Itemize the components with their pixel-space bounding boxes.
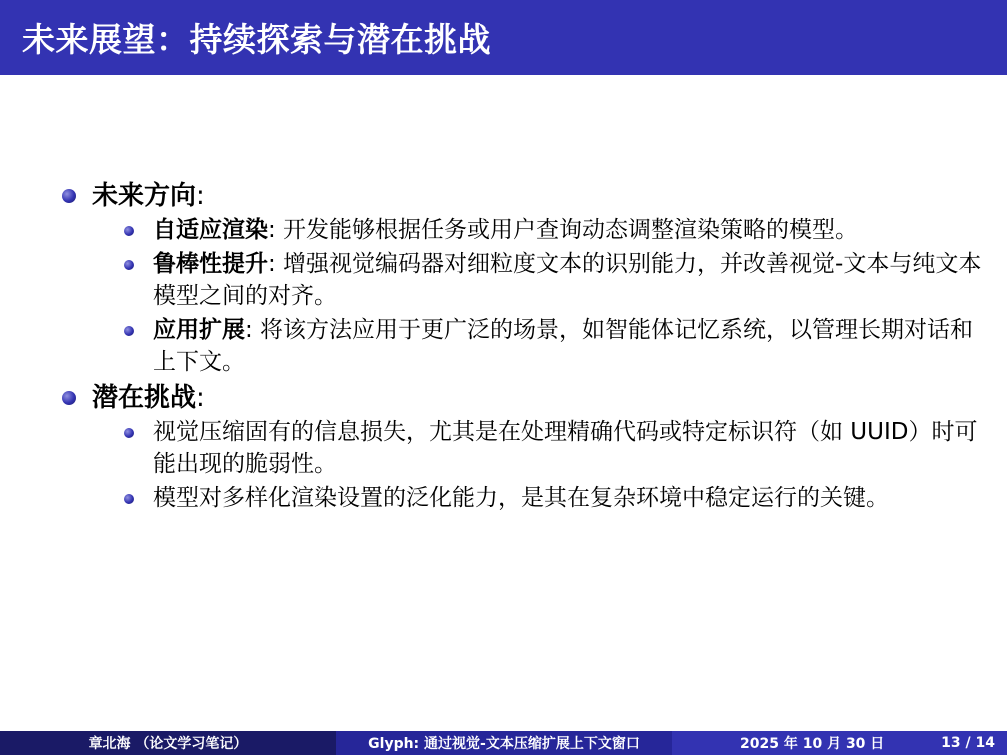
slide-title: 未来展望：持续探索与潜在挑战: [22, 20, 491, 59]
bullet-ball-icon: [124, 428, 134, 438]
footer-author: [0, 731, 336, 755]
section-heading: 未来方向: [92, 181, 197, 211]
section-potential-challenges: [62, 382, 982, 414]
item-text: : 增强视觉编码器对细粒度文本的识别能力，并改善视觉-文本与纯文本模型之间的对齐。: [153, 251, 982, 309]
item-head: 应用扩展: [153, 317, 245, 343]
potential-challenges-list: [122, 416, 982, 514]
list-item: [122, 214, 982, 246]
item-text: : 开发能够根据任务或用户查询动态调整渲染策略的模型。: [268, 217, 859, 243]
slide-content: [62, 176, 982, 516]
list-item: [122, 314, 982, 378]
item-text: 模型对多样化渲染设置的泛化能力，是其在复杂环境中稳定运行的关键。: [153, 485, 889, 511]
list-item: [122, 482, 982, 514]
footer-page-number: 13 / 14: [941, 735, 995, 751]
bullet-ball-icon: [124, 226, 134, 236]
slide-footer: [0, 731, 1007, 755]
footer-date: 2025 年 10 月 30 日: [740, 736, 885, 752]
bullet-ball-icon: [62, 189, 76, 203]
slide-title-bar: [0, 0, 1007, 75]
bullet-ball-icon: [124, 494, 134, 504]
item-text: 视觉压缩固有的信息损失，尤其是在处理精确代码或特定标识符（如 UUID）时可能出现的脆弱性。: [153, 419, 978, 477]
item-text: : 将该方法应用于更广泛的场景，如智能体记忆系统，以管理长期对话和上下文。: [153, 317, 974, 375]
section-future-directions: [62, 180, 982, 212]
footer-author-text: 章北海 （论文学习笔记）: [88, 736, 248, 752]
bullet-ball-icon: [124, 326, 134, 336]
future-directions-list: [122, 214, 982, 378]
list-item: [122, 416, 982, 480]
bullet-ball-icon: [62, 391, 76, 405]
footer-date-page: [672, 731, 1007, 755]
item-head: 鲁棒性提升: [153, 251, 268, 277]
footer-short-title-text: Glyph: 通过视觉-文本压缩扩展上下文窗口: [368, 736, 640, 752]
list-item: [122, 248, 982, 312]
section-heading: 潜在挑战: [92, 383, 197, 413]
section-colon: :: [196, 181, 205, 211]
item-head: 自适应渲染: [153, 217, 268, 243]
footer-short-title: [336, 731, 672, 755]
bullet-ball-icon: [124, 260, 134, 270]
section-colon: :: [196, 383, 205, 413]
